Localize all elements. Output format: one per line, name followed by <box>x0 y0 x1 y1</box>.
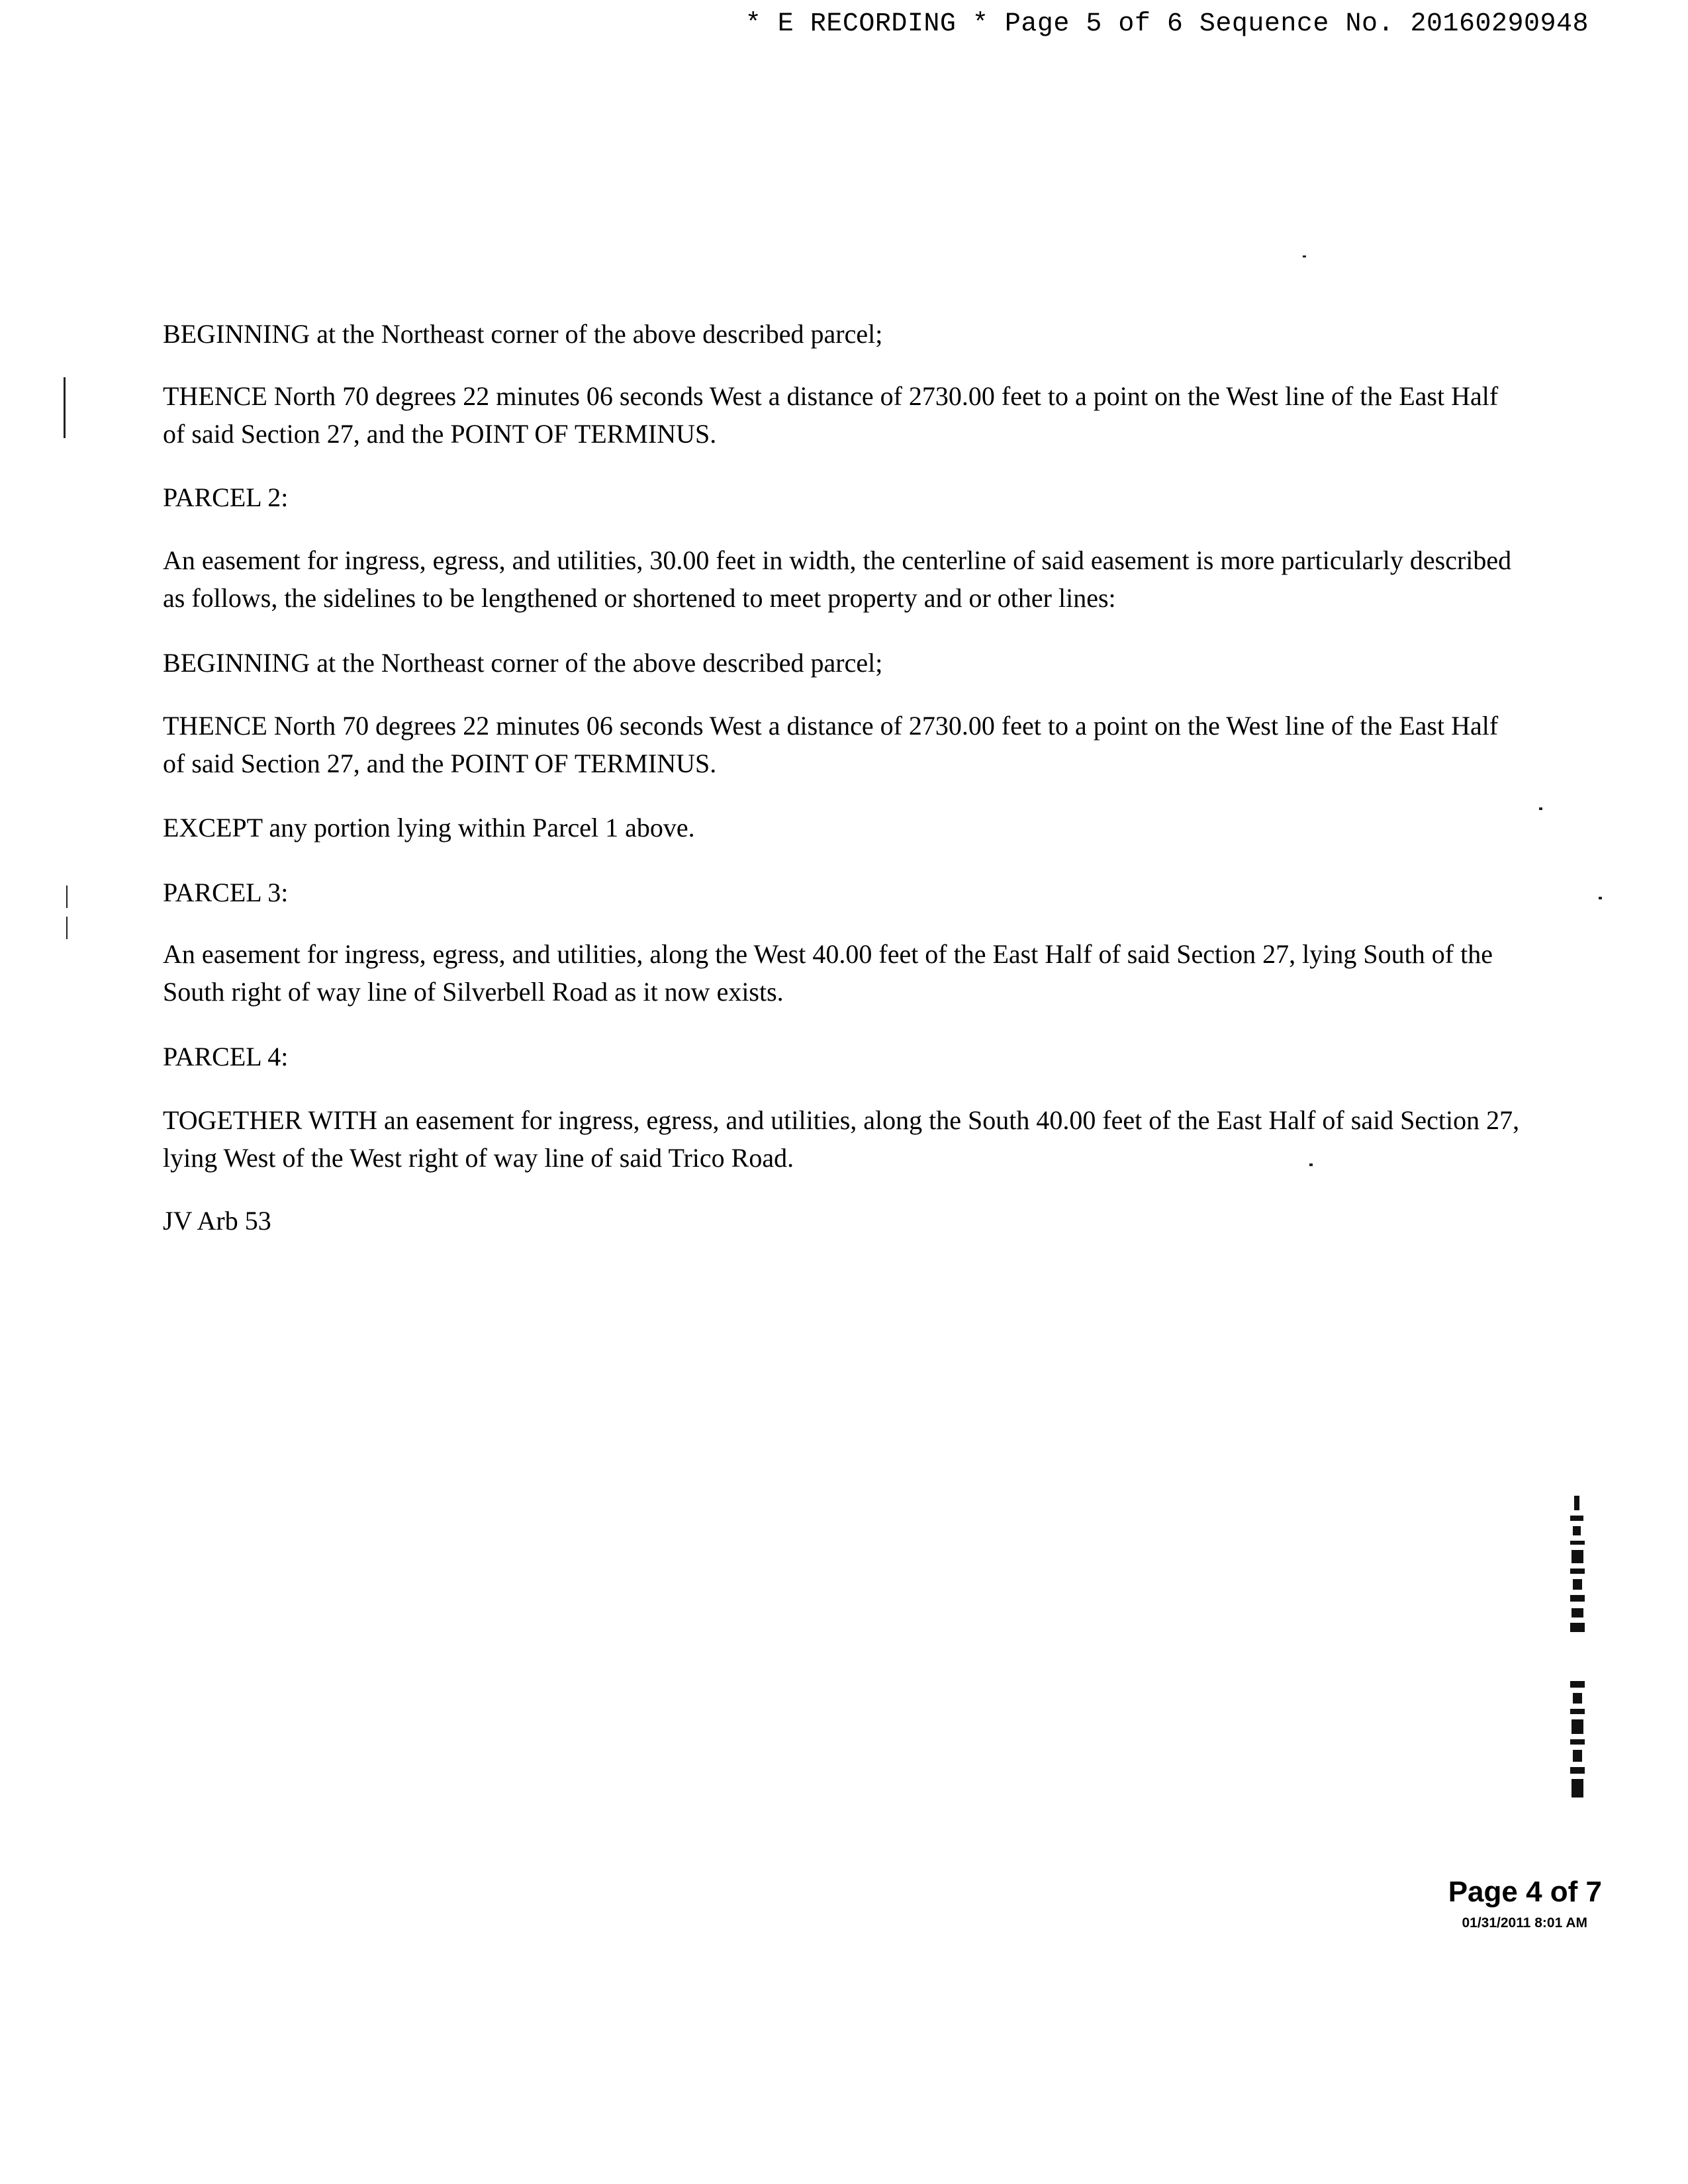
paragraph-except: EXCEPT any portion lying within Parcel 1 above. <box>163 813 695 842</box>
heading-parcel-2: PARCEL 2: <box>163 482 289 512</box>
scan-margin-mark <box>66 917 68 939</box>
barcode-upper <box>1569 1496 1586 1635</box>
paragraph-jv-arb: JV Arb 53 <box>163 1206 271 1236</box>
heading-parcel-3: PARCEL 3: <box>163 878 289 907</box>
paragraph-together-with: TOGETHER WITH an easement for ingress, egress, and utilities, along the South 40.00 feet of the East Half of said Section 27, lying West of the West right of way line of said Trico Road. <box>163 1105 1520 1173</box>
scan-speck <box>1539 807 1542 810</box>
paragraph-beginning-1: BEGINNING at the Northeast corner of the above described parcel; <box>163 319 883 349</box>
barcode-lower <box>1569 1681 1586 1800</box>
paragraph-beginning-2: BEGINNING at the Northeast corner of the above described parcel; <box>163 648 883 678</box>
paragraph-easement-parcel-3: An easement for ingress, egress, and utilities, along the West 40.00 feet of the East Half of said Section 27, lying South of the South right of way line of Silverbell Road as it now exists. <box>163 939 1493 1007</box>
recording-header: * E RECORDING * Page 5 of 6 Sequence No. 20160290948 <box>745 9 1589 39</box>
scan-speck <box>1303 255 1306 257</box>
scan-margin-mark <box>66 886 68 908</box>
heading-parcel-4: PARCEL 4: <box>163 1042 289 1071</box>
scan-speck <box>1599 897 1602 899</box>
page-number-label: Page 4 of 7 <box>1448 1876 1602 1908</box>
paragraph-thence-1: THENCE North 70 degrees 22 minutes 06 seconds West a distance of 2730.00 feet to a point on the West line of the East Half of said Section 27, and the POINT OF TERMINUS. <box>163 381 1499 449</box>
scan-speck <box>1309 1163 1313 1166</box>
recording-timestamp: 01/31/2011 8:01 AM <box>1462 1915 1587 1931</box>
scan-margin-mark <box>64 377 66 438</box>
paragraph-easement-parcel-2: An easement for ingress, egress, and utilities, 30.00 feet in width, the centerline of said easement is more particularly described as follows, the sidelines to be lengthened or shortened to meet property and or other lines: <box>163 545 1512 613</box>
paragraph-thence-2: THENCE North 70 degrees 22 minutes 06 seconds West a distance of 2730.00 feet to a point on the West line of the East Half of said Section 27, and the POINT OF TERMINUS. <box>163 711 1499 778</box>
